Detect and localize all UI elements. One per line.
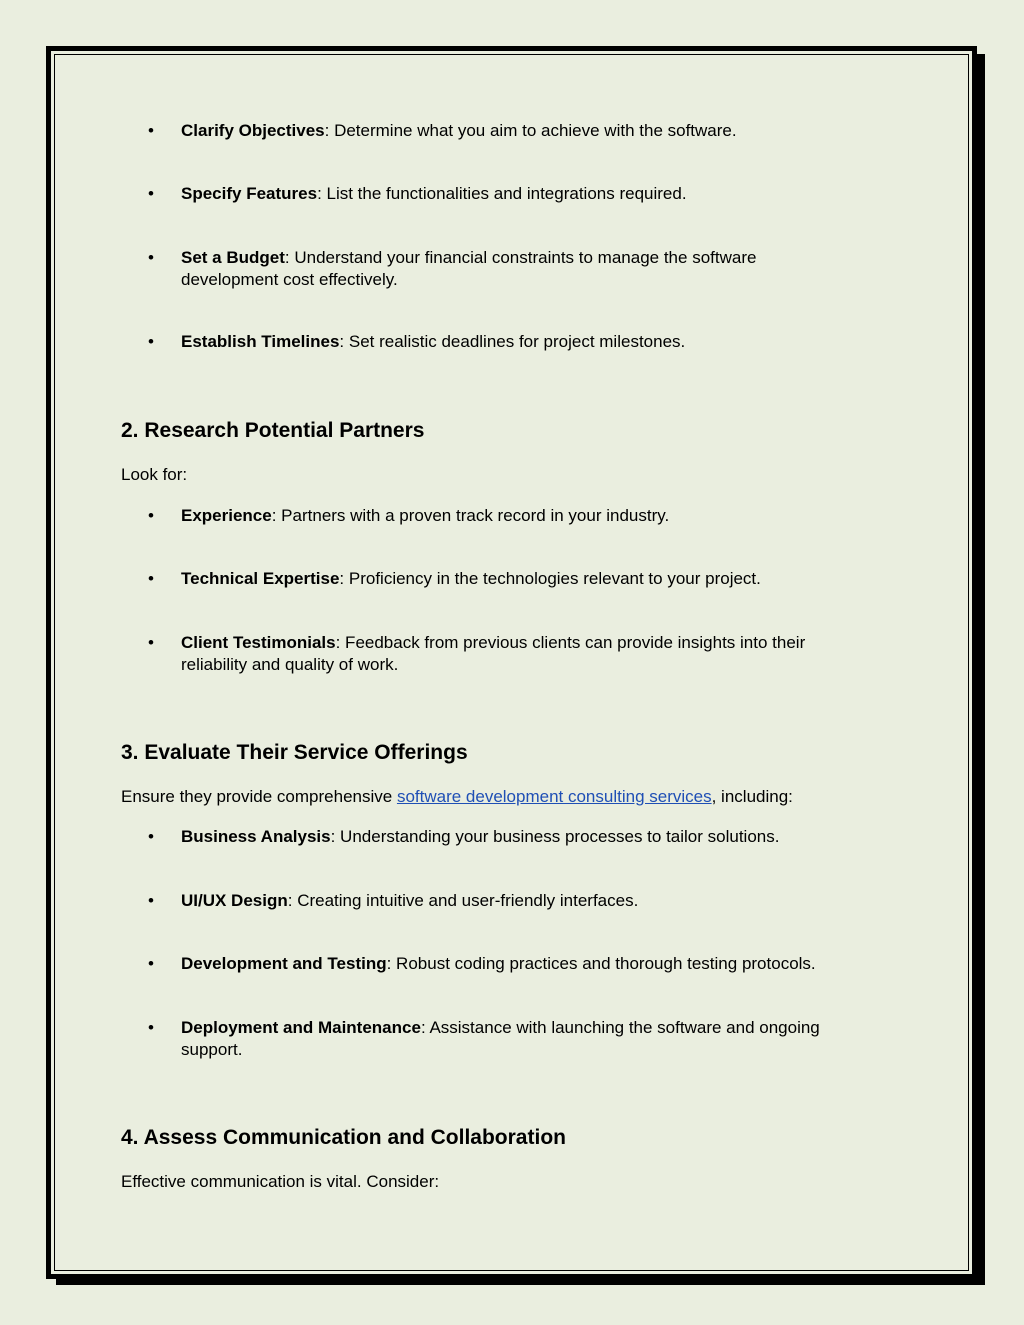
list-item-desc: : Assistance with launching the software and ongoing support. <box>181 1018 820 1059</box>
section-intro: Effective communication is vital. Consider: <box>121 1172 440 1191</box>
bullet-icon: • <box>148 633 154 652</box>
list-item-desc: : Feedback from previous clients can provide insights into their reliability and quality of work. <box>181 633 806 674</box>
list-item-desc: : Set realistic deadlines for project milestones. <box>339 332 686 351</box>
list-item-term: Business Analysis <box>181 827 331 846</box>
section-intro: Ensure they provide comprehensive software development consulting services, including: <box>121 787 793 806</box>
bullet-icon: • <box>148 891 154 910</box>
list-item-term: Specify Features <box>181 184 318 203</box>
list-item-desc: : Creating intuitive and user-friendly interfaces. <box>287 891 639 910</box>
section-intro: Look for: <box>121 465 188 484</box>
section-heading: 3. Evaluate Their Service Offerings <box>121 741 468 764</box>
list-item-term: UI/UX Design <box>181 891 288 910</box>
list-item-term: Technical Expertise <box>181 569 340 588</box>
bullet-icon: • <box>148 1018 154 1037</box>
list-item-desc: : Proficiency in the technologies relevant to your project. <box>339 569 761 588</box>
list-item-term: Set a Budget <box>181 248 285 267</box>
bullet-icon: • <box>148 248 154 267</box>
bullet-icon: • <box>148 121 154 140</box>
list-item-term: Client Testimonials <box>181 633 336 652</box>
list-item-desc: : Understand your financial constraints to manage the software development cost effectively. <box>181 248 757 289</box>
list-item-term: Development and Testing <box>181 954 387 973</box>
list-item-term: Experience <box>181 506 272 525</box>
list-item-term: Clarify Objectives <box>181 121 325 140</box>
bullet-icon: • <box>148 506 154 525</box>
list-item-desc: : Partners with a proven track record in your industry. <box>271 506 670 525</box>
list-item-term: Establish Timelines <box>181 332 340 351</box>
bullet-icon: • <box>148 569 154 588</box>
list-item-desc: : List the functionalities and integrations required. <box>317 184 687 203</box>
bullet-icon: • <box>148 332 154 351</box>
bullet-icon: • <box>148 827 154 846</box>
consulting-services-link[interactable]: software development consulting services <box>396 787 712 806</box>
section-heading: 4. Assess Communication and Collaboration <box>121 1126 566 1149</box>
list-item-desc: : Understanding your business processes to tailor solutions. <box>330 827 780 846</box>
list-item-term: Deployment and Maintenance <box>181 1018 421 1037</box>
bullet-icon: • <box>148 954 154 973</box>
bullet-icon: • <box>148 184 154 203</box>
section-heading: 2. Research Potential Partners <box>121 419 425 442</box>
list-item-desc: : Determine what you aim to achieve with the software. <box>324 121 737 140</box>
list-item-desc: : Robust coding practices and thorough testing protocols. <box>386 954 816 973</box>
